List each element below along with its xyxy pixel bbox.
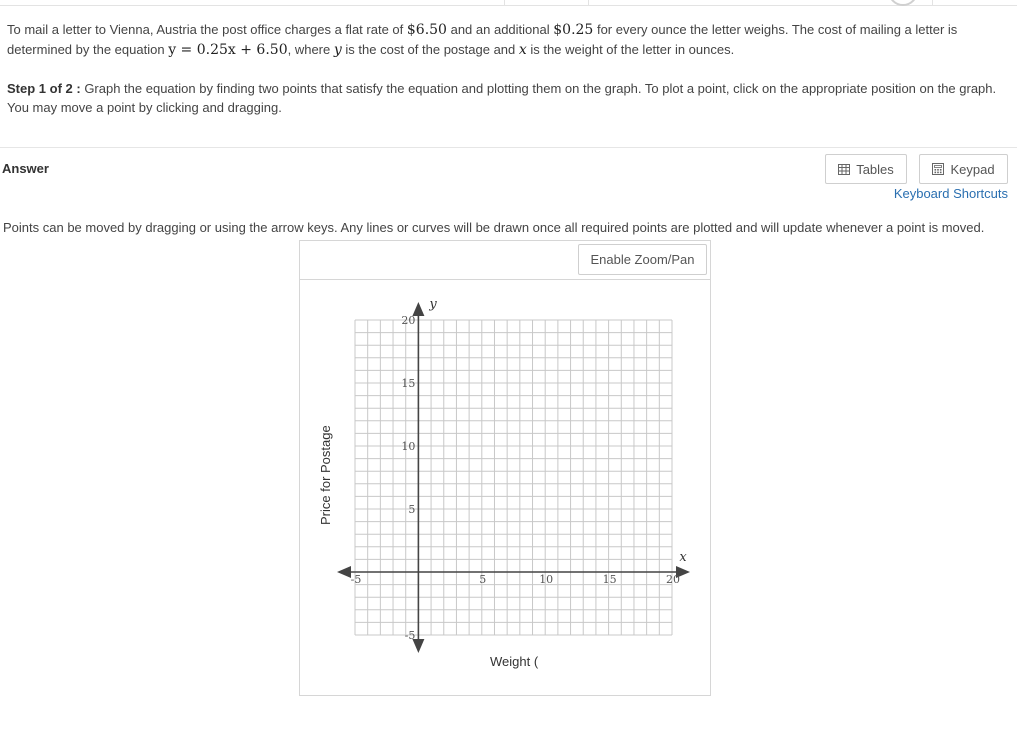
tables-button[interactable] [825,154,907,184]
x-tick-label: 5 [479,573,487,586]
progress-circle [888,0,918,6]
section-divider [0,147,1017,148]
problem-text: and an additional [450,22,550,37]
y-tick-label: 10 [401,440,416,453]
y-axis-title: Price for Postage [318,425,333,525]
x-tick-label: 15 [602,573,617,586]
variable-x: x [518,42,527,58]
step-label: Step 1 of 2 : [7,81,81,96]
step-instructions [7,79,1007,117]
enable-zoom-pan-button[interactable]: Enable Zoom/Pan [578,244,707,275]
variable-y: y [333,42,342,58]
tab-divider [932,0,933,6]
keyboard-shortcuts-link[interactable]: Keyboard Shortcuts [893,186,1008,201]
y-tick-label: 15 [401,377,416,390]
y-tick-label: 5 [408,503,416,516]
x-tick-label: 10 [539,573,554,586]
keypad-button-label: Keypad [950,161,995,177]
x-tick-label: -5 [350,573,362,586]
x-axis-arrow-left [337,566,351,578]
problem-text: , where [287,42,331,57]
coordinate-plane[interactable] [300,280,710,696]
graph-widget [299,240,711,696]
y-variable-label: y [429,297,437,312]
axes [337,302,690,653]
tick-labels [351,314,680,642]
step-text: Graph the equation by finding two points that satisfy the equation and plotting them on the graph. To plot a point, click on the appropriate position on the graph. You may move a point by clicking and dragging. [7,81,997,115]
equation: y = 0.25x + 6.50 [168,42,288,58]
grid [355,320,672,635]
x-tick-label: 20 [666,573,680,586]
answer-label: Answer [2,161,49,176]
tab-divider [588,0,589,6]
per-ounce-rate: $0.25 [553,22,594,38]
tables-button-label: Tables [856,161,894,177]
graph-hint: Points can be moved by dragging or using the arrow keys. Any lines or curves will be drawn once all required points are plotted and will update whenever a point is moved. [3,220,985,235]
y-tick-label: 20 [401,314,416,327]
problem-text: To mail a letter to Vienna, Austria the post office charges a flat rate of [7,22,404,37]
problem-text: for every ounce the letter weighs. The cost of mailing a letter is determined by the equation [7,22,958,57]
flat-rate: $6.50 [406,22,447,38]
x-axis-title: Weight ( [490,654,539,669]
table-icon [838,164,850,175]
tab-divider [504,0,505,6]
top-tab-bar [0,0,1017,6]
problem-text: is the weight of the letter in ounces. [530,42,735,57]
keypad-icon [932,163,944,175]
problem-text: is the cost of the postage and [345,42,516,57]
keypad-button[interactable] [919,154,1008,184]
x-variable-label: x [679,550,687,565]
problem-statement [7,20,1007,60]
y-tick-label: -5 [404,629,416,642]
